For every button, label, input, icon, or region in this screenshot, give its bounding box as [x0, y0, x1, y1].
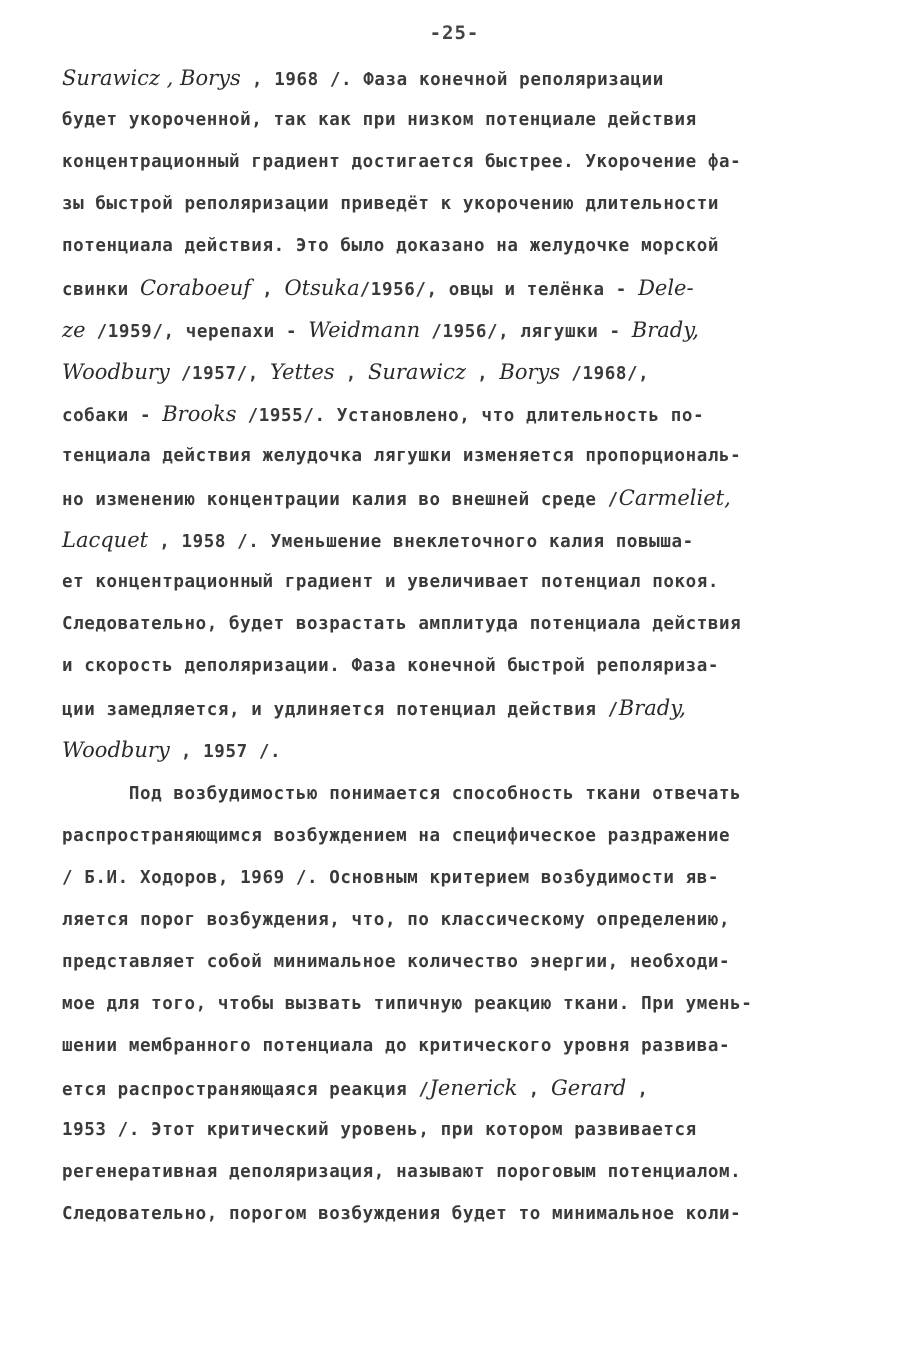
typed-text: ,	[626, 1080, 649, 1100]
handwritten-name: Surawicz , Borys	[62, 66, 241, 90]
typed-text: ет концентрационный градиент и увеличивает потенциал покоя.	[62, 572, 720, 592]
text-line	[62, 402, 862, 426]
typed-text: шении мембранного потенциала до критического уровня развива-	[62, 1036, 731, 1056]
typed-text: /1955/. Установлено, что длительность по-	[236, 406, 705, 426]
handwritten-name: ze	[62, 318, 86, 342]
text-line	[62, 276, 862, 300]
text-line	[62, 1118, 862, 1142]
typed-text: Под возбудимостью понимается способность ткани отвечать	[62, 784, 742, 804]
typed-text: /1956/, лягушки -	[420, 322, 632, 342]
handwritten-name: Weidmann	[308, 318, 421, 342]
typed-text: свинки	[62, 280, 140, 300]
handwritten-name: Jenerick	[429, 1076, 518, 1100]
text-line	[62, 486, 862, 510]
typed-text: потенциала действия. Это было доказано на желудочке морской	[62, 236, 720, 256]
handwritten-name: Woodbury	[62, 360, 170, 384]
text-line	[62, 108, 862, 132]
handwritten-name: Gerard	[550, 1076, 627, 1100]
typed-text: ,	[465, 364, 500, 384]
handwritten-name: Brady,	[631, 318, 699, 342]
typed-text: Следовательно, будет возрастать амплитуда потенциала действия	[62, 614, 742, 634]
typed-text: /1956/, овцы и телёнка -	[359, 280, 639, 300]
text-line	[62, 824, 862, 848]
typed-text: концентрационный градиент достигается быстрее. Укорочение фа-	[62, 152, 742, 172]
typed-text: регенеративная деполяризация, называют пороговым потенциалом.	[62, 1162, 742, 1182]
typed-text: и скорость деполяризации. Фаза конечной быстрой реполяриза-	[62, 656, 720, 676]
handwritten-name: Woodbury	[62, 738, 170, 762]
text-line	[62, 612, 862, 636]
text-line	[62, 866, 862, 890]
typed-text: / Б.И. Ходоров, 1969 /. Основным критерием возбудимости яв-	[62, 868, 720, 888]
text-line	[62, 192, 862, 216]
typed-text: зы быстрой реполяризации приведёт к укорочению длительности	[62, 194, 720, 214]
typed-text: мое для того, чтобы вызвать типичную реакцию ткани. При умень-	[62, 994, 753, 1014]
text-line	[62, 66, 862, 90]
typed-text: , 1958 /. Уменьшение внеклеточного калия повыша-	[148, 532, 694, 552]
text-line	[62, 1076, 862, 1100]
typed-text: ,	[517, 1080, 551, 1100]
handwritten-name: Surawicz	[367, 360, 466, 384]
typed-text: , 1968 /. Фаза конечной реполяризации	[240, 70, 664, 90]
typed-text: /1959/, черепахи -	[85, 322, 309, 342]
page-number: -25-	[429, 22, 480, 44]
typed-text: Следовательно, порогом возбуждения будет то минимальное коли-	[62, 1204, 742, 1224]
typed-text: 1953 /. Этот критический уровень, при котором развивается	[62, 1120, 697, 1140]
typed-text: ется распространяющаяся реакция /	[62, 1080, 430, 1100]
text-line	[62, 782, 862, 806]
handwritten-name: Otsuka	[284, 276, 360, 300]
text-line	[62, 444, 862, 468]
text-line	[62, 318, 862, 342]
typed-text: будет укороченной, так как при низком потенциале действия	[62, 110, 697, 130]
text-line	[62, 908, 862, 932]
text-line	[62, 150, 862, 174]
typed-text: представляет собой минимальное количество энергии, необходи-	[62, 952, 731, 972]
handwritten-name: Brady,	[618, 696, 686, 720]
typed-text: /1957/,	[169, 364, 270, 384]
text-line	[62, 1160, 862, 1184]
typed-text: ляется порог возбуждения, что, по классическому определению,	[62, 910, 731, 930]
typed-text: тенциала действия желудочка лягушки изменяется пропорциональ-	[62, 446, 742, 466]
text-line	[62, 992, 862, 1016]
text-line	[62, 738, 862, 762]
text-line	[62, 1034, 862, 1058]
handwritten-name: Yettes	[270, 360, 335, 384]
handwritten-name: Lacquet	[62, 528, 149, 552]
handwritten-name: Coraboeuf	[139, 276, 252, 300]
typed-text: собаки -	[62, 406, 163, 426]
handwritten-name: Carmeliet,	[618, 486, 731, 510]
text-line	[62, 654, 862, 678]
typed-text: ,	[334, 364, 368, 384]
text-line	[62, 360, 862, 384]
text-line	[62, 234, 862, 258]
text-line	[62, 1202, 862, 1226]
text-line	[62, 950, 862, 974]
text-line	[62, 528, 862, 552]
typed-text: , 1957 /.	[169, 742, 282, 762]
typed-text: ,	[251, 280, 285, 300]
handwritten-name: Borys	[499, 360, 561, 384]
typed-text: /1968/,	[560, 364, 650, 384]
handwritten-name: Dele-	[638, 276, 694, 300]
text-line	[62, 570, 862, 594]
handwritten-name: Brooks	[162, 402, 237, 426]
text-line	[62, 696, 862, 720]
typed-text: но изменению концентрации калия во внешней среде /	[62, 490, 619, 510]
typed-text: ции замедляется, и удлиняется потенциал действия /	[62, 700, 619, 720]
typed-text: распространяющимся возбуждением на специфическое раздражение	[62, 826, 731, 846]
